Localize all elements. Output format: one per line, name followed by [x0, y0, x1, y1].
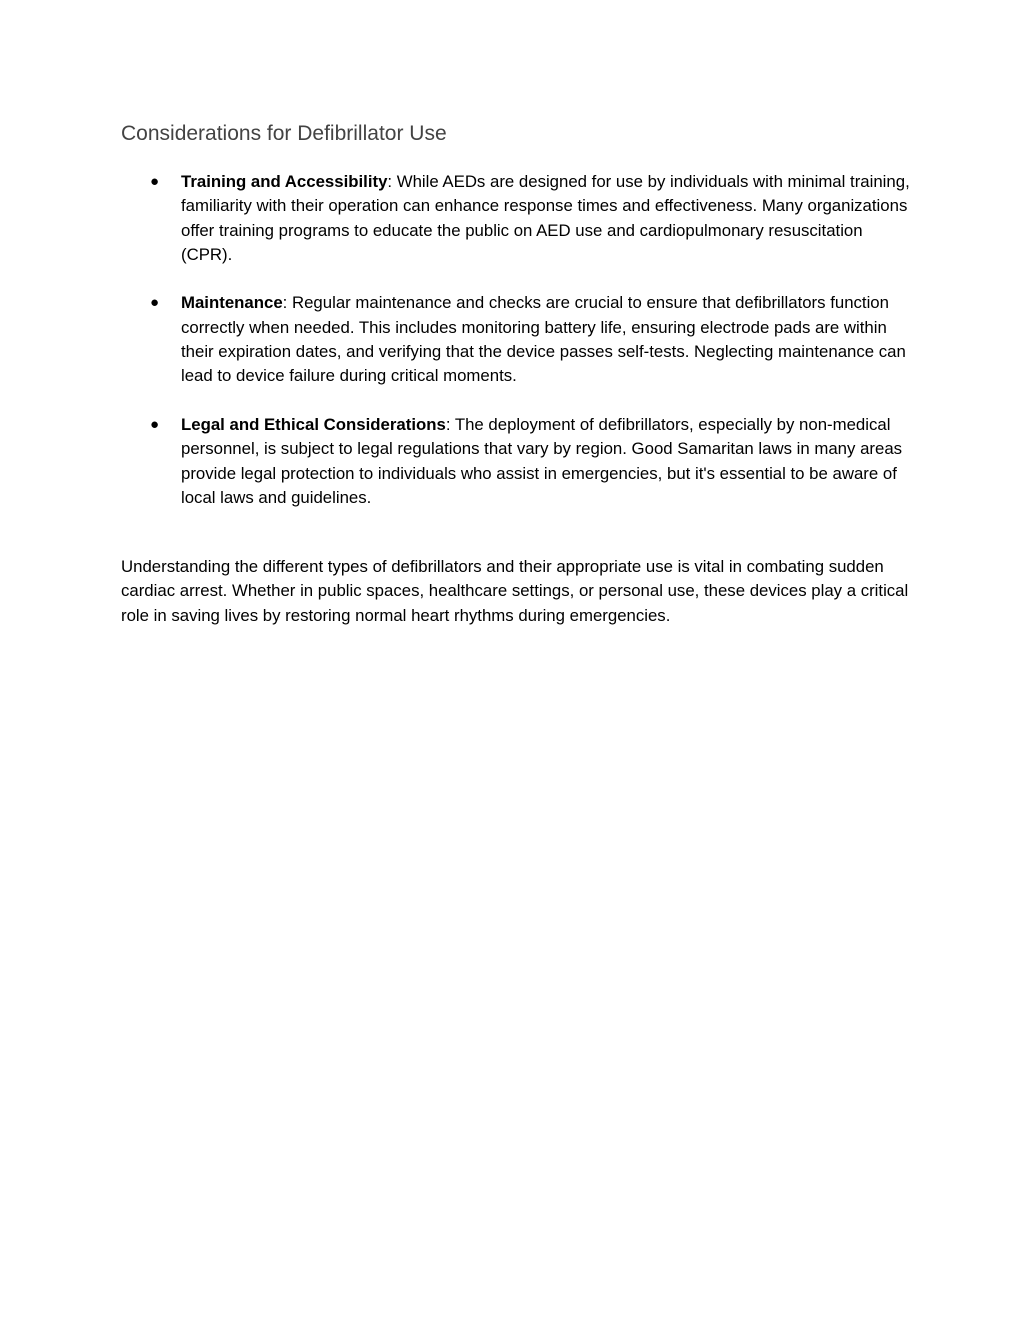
bullet-term: Legal and Ethical Considerations [181, 414, 446, 434]
bullet-icon: ● [150, 173, 160, 190]
bullet-icon: ● [150, 415, 160, 433]
bullet-term: Maintenance [181, 293, 283, 313]
bullet-icon: ● [150, 294, 160, 312]
list-item [0, 170, 1024, 267]
bullet-text: : Regular maintenance and checks are crucial to ensure that defibrillators function correctly when needed. This includes monitoring battery life, ensuring electrode pads are within their expiration dates, and verifying that the device passes self-tests. Neglecting maintenance can lead to device failure during critical moments. [181, 293, 906, 386]
bullet-term: Training and Accessibility [181, 172, 388, 191]
list-item [0, 413, 1024, 510]
section-heading: Considerations for Defibrillator Use [121, 122, 447, 145]
list-item [0, 291, 1024, 388]
considerations-list [0, 170, 1024, 534]
bullet-text: : While AEDs are designed for use by individuals with minimal training, familiarity with their operation can enhance response times and effectiveness. Many organizations offer training programs to educate the public on AED use and cardiopulmonary resuscitation (CPR). [181, 172, 910, 264]
closing-paragraph: Understanding the different types of defibrillators and their appropriate use is vital in combating sudden cardiac arrest. Whether in public spaces, healthcare settings, or personal use, these devices play a critical role in saving lives by restoring normal heart rhythms during emergencies. [121, 557, 909, 625]
bullet-text: : The deployment of defibrillators, especially by non-medical personnel, is subject to legal regulations that vary by region. Good Samaritan laws in many areas provide legal protection to individuals who assist in emergencies, but it's essential to be aware of local laws and guidelines. [181, 414, 903, 507]
